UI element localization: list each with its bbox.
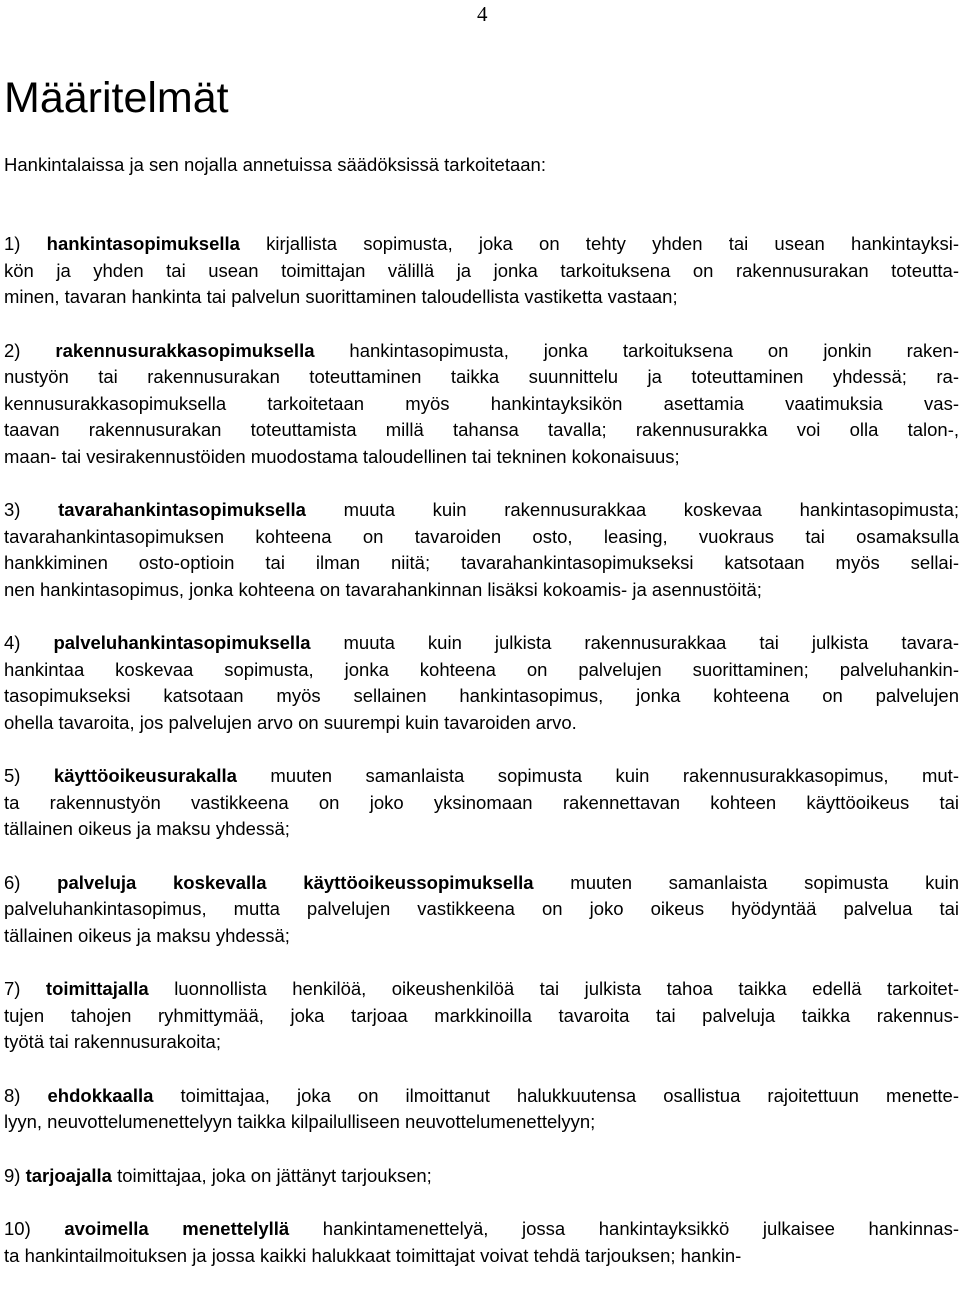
definition-text: muuten samanlaista sopimusta kuin rakennusurakkasopimus, mut- bbox=[236, 765, 959, 786]
definition-line bbox=[4, 1216, 959, 1243]
definition-text: hankintasopimusta, jonka tarkoituksena on jonkin raken- bbox=[314, 339, 960, 361]
definition-item bbox=[4, 763, 959, 843]
definition-line bbox=[4, 1003, 959, 1030]
definition-line bbox=[4, 577, 959, 604]
definition-line bbox=[4, 391, 959, 418]
definition-line bbox=[4, 524, 959, 551]
definition-item bbox=[4, 1083, 959, 1136]
definition-term: palveluja koskevalla käyttöoikeussopimuksella bbox=[57, 871, 534, 893]
definition-item bbox=[4, 976, 959, 1056]
definition-text: ta rakennustyön vastikkeena on joko yksinomaan rakennettavan kohteen käyttöoikeus tai bbox=[4, 791, 959, 813]
definition-number: 4) bbox=[4, 632, 21, 653]
definition-text: minen, tavaran hankinta tai palvelun suorittaminen taloudellista vastiketta vastaan; bbox=[4, 286, 678, 307]
definition-term: käyttöoikeusurakalla bbox=[53, 765, 237, 786]
definition-line bbox=[4, 497, 959, 524]
definition-item bbox=[4, 231, 959, 311]
definition-line bbox=[4, 923, 959, 950]
definition-item bbox=[4, 630, 959, 736]
definition-text: muuta kuin rakennusurakkaa koskevaa hankintasopimusta; bbox=[305, 499, 960, 520]
definition-text: lyyn, neuvottelumenettelyyn taikka kilpailulliseen neuvottelumenettelyyn; bbox=[4, 1111, 596, 1132]
definition-number: 10) bbox=[4, 1218, 31, 1239]
definition-text: muuta kuin julkista rakennusurakkaa tai julkista tavara- bbox=[310, 632, 960, 653]
definition-item bbox=[4, 497, 959, 603]
definition-line bbox=[4, 630, 959, 657]
definition-line bbox=[4, 683, 959, 710]
definition-text: taavan rakennusurakan toteuttamista millä tahansa tavalla; rakennusurakka voi olla talon-, bbox=[4, 419, 959, 440]
definition-text: toimittajaa, joka on jättänyt tarjouksen; bbox=[111, 1164, 432, 1186]
page-title: Määritelmät bbox=[4, 74, 229, 122]
definition-line bbox=[4, 444, 959, 471]
definition-line bbox=[4, 870, 959, 897]
intro-text: Hankintalaissa ja sen nojalla annetuissa säädöksissä tarkoitetaan: bbox=[4, 154, 546, 175]
definition-term: palveluhankintasopimuksella bbox=[53, 632, 311, 653]
definition-term: tavarahankintasopimuksella bbox=[58, 499, 306, 520]
definition-text: hankintamenettelyä, jossa hankintayksikkö julkaisee hankinnas- bbox=[289, 1218, 959, 1239]
definition-text: nen hankintasopimus, jonka kohteena on tavarahankinnan lisäksi kokoamis- ja asennustöitä; bbox=[4, 578, 762, 600]
definition-text: tällainen oikeus ja maksu yhdessä; bbox=[4, 924, 290, 946]
definition-line bbox=[4, 816, 959, 843]
definition-number: 5) bbox=[4, 765, 21, 786]
definition-number: 3) bbox=[4, 499, 21, 520]
definition-number: 1) bbox=[4, 233, 21, 254]
definition-line bbox=[4, 1109, 959, 1136]
definition-line bbox=[4, 417, 959, 444]
definition-term: hankintasopimuksella bbox=[46, 233, 240, 254]
definition-text: tasopimukseksi katsotaan myös sellainen hankintasopimus, jonka kohteena on palvelujen bbox=[4, 685, 959, 706]
definition-text: kennusurakkasopimuksella tarkoitetaan myös hankintayksikön asettamia vaatimuksia vas- bbox=[4, 392, 959, 414]
definition-line bbox=[4, 231, 959, 258]
definition-line bbox=[4, 896, 959, 923]
definition-text: tällainen oikeus ja maksu yhdessä; bbox=[4, 818, 290, 839]
definition-term: tarjoajalla bbox=[25, 1164, 112, 1186]
definition-text: nustyön tai rakennusurakan toteuttaminen taikka suunnittelu ja toteuttaminen yhdessä; ra- bbox=[4, 366, 959, 387]
definition-text: hankkiminen osto-optioin tai ilman niitä; tavarahankintasopimukseksi katsotaan myös sellai- bbox=[4, 552, 959, 573]
definition-line bbox=[4, 550, 959, 577]
definition-text: palveluhankintasopimus, mutta palvelujen vastikkeena on joko oikeus hyödyntää palvelua tai bbox=[4, 898, 959, 919]
definition-number: 8) bbox=[4, 1084, 21, 1106]
definitions-list bbox=[4, 231, 959, 1296]
definition-term: toimittajalla bbox=[45, 978, 149, 999]
definition-term: avoimella menettelyllä bbox=[64, 1218, 290, 1239]
definition-item bbox=[4, 1163, 959, 1190]
definition-number: 2) bbox=[4, 339, 21, 361]
definition-line bbox=[4, 364, 959, 391]
definition-number: 9) bbox=[4, 1164, 21, 1186]
definition-text: tavarahankintasopimuksen kohteena on tavaroiden osto, leasing, vuokraus tai osamaksulla bbox=[4, 525, 959, 547]
definition-text: hankintaa koskevaa sopimusta, jonka kohteena on palvelujen suorittaminen; palveluhankin- bbox=[4, 658, 959, 680]
definition-line bbox=[4, 1083, 959, 1110]
definition-term: rakennusurakkasopimuksella bbox=[55, 339, 315, 361]
definition-line bbox=[4, 284, 959, 311]
definition-text: kirjallista sopimusta, joka on tehty yhden tai usean hankintayksi- bbox=[239, 233, 959, 254]
definition-text: tujen tahojen ryhmittymää, joka tarjoaa markkinoilla tavaroita tai palveluja taikka rakennus- bbox=[4, 1004, 959, 1026]
definition-line bbox=[4, 790, 959, 817]
definition-item bbox=[4, 1216, 959, 1269]
definition-line bbox=[4, 763, 959, 790]
definition-item bbox=[4, 338, 959, 471]
definition-text: ohella tavaroita, jos palvelujen arvo on suurempi kuin tavaroiden arvo. bbox=[4, 711, 577, 733]
definition-text: ta hankintailmoituksen ja jossa kaikki halukkaat toimittajat voivat tehdä tarjouksen; hankin- bbox=[4, 1244, 742, 1266]
definition-line bbox=[4, 1243, 959, 1270]
definition-number: 7) bbox=[4, 978, 21, 999]
definition-text: luonnollista henkilöä, oikeushenkilöä tai julkista tahoa taikka edellä tarkoitet- bbox=[148, 978, 959, 999]
definition-term: ehdokkaalla bbox=[47, 1084, 154, 1106]
definition-number: 6) bbox=[4, 871, 21, 893]
definition-line bbox=[4, 338, 959, 365]
definition-line bbox=[4, 976, 959, 1003]
definition-text: maan- tai vesirakennustöiden muodostama taloudellinen tai tekninen kokonaisuus; bbox=[4, 445, 680, 467]
definition-text: työtä tai rakennusurakoita; bbox=[4, 1031, 221, 1052]
definition-line bbox=[4, 710, 959, 737]
definition-line bbox=[4, 258, 959, 285]
definition-text: kön ja yhden tai usean toimittajan välillä ja jonka tarkoituksena on rakennusurakan toteutta- bbox=[4, 259, 959, 281]
definition-text: toimittajaa, joka on ilmoittanut halukkuutensa osallistua rajoitettuun menette- bbox=[153, 1084, 959, 1106]
definition-item bbox=[4, 870, 959, 950]
definition-line bbox=[4, 1163, 959, 1190]
definition-line bbox=[4, 657, 959, 684]
page-number: 4 bbox=[477, 2, 488, 26]
definition-line bbox=[4, 1029, 959, 1056]
definition-text: muuten samanlaista sopimusta kuin bbox=[533, 871, 960, 893]
